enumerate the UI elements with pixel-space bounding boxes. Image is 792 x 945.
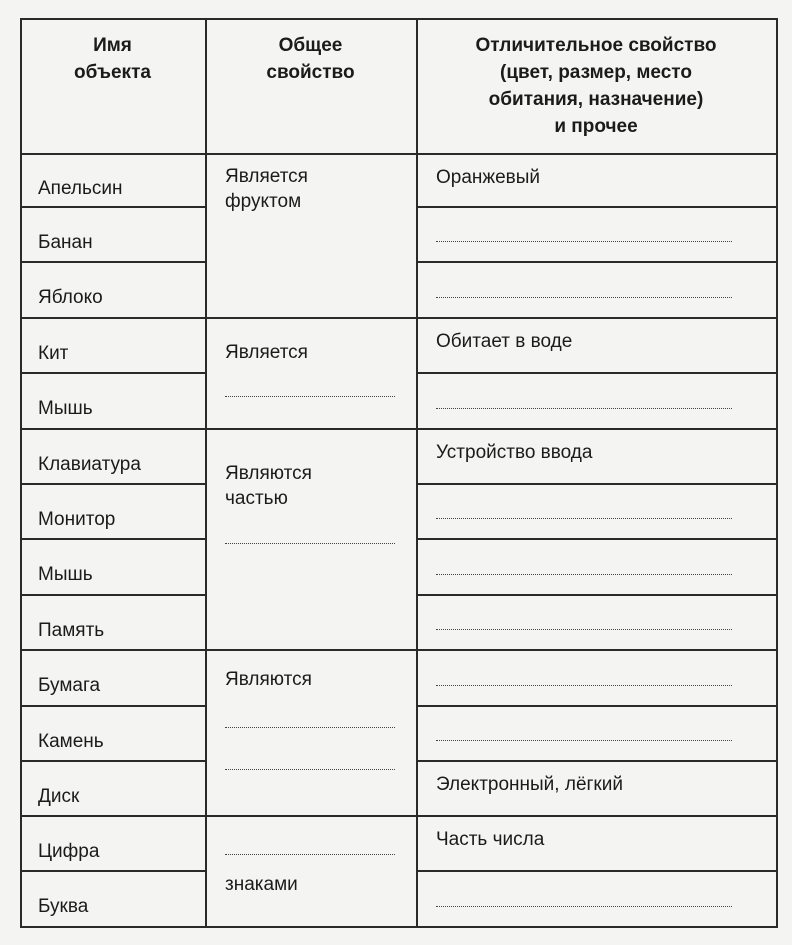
answer-line xyxy=(436,518,732,519)
row-divider xyxy=(20,372,207,374)
object-name-cell: Монитор xyxy=(38,508,116,530)
answer-line xyxy=(225,727,395,728)
object-name-cell: Память xyxy=(38,619,105,641)
object-name-cell: Диск xyxy=(38,785,80,807)
table-border-top xyxy=(20,18,778,20)
header-name: Имя объекта xyxy=(74,35,151,83)
group-fruit-label: Является фруктом xyxy=(225,166,308,212)
answer-line xyxy=(225,543,395,544)
group-animal-label: Является xyxy=(225,342,308,363)
row-divider xyxy=(416,760,778,762)
row-divider xyxy=(20,483,207,485)
answer-line xyxy=(436,906,732,907)
answer-line xyxy=(436,241,732,242)
answer-line xyxy=(436,297,732,298)
row-divider xyxy=(20,153,778,155)
object-name-cell: Буква xyxy=(38,896,89,917)
group-computer-label: Являются частью xyxy=(225,463,312,509)
row-divider xyxy=(20,760,207,762)
row-divider xyxy=(416,594,778,596)
answer-line xyxy=(225,769,395,770)
row-divider xyxy=(20,649,778,651)
answer-line xyxy=(225,854,395,855)
row-divider xyxy=(20,538,207,540)
distinct-property-cell: Электронный, лёгкий xyxy=(436,774,623,795)
object-name-cell: Апельсин xyxy=(38,177,123,199)
row-divider xyxy=(416,261,778,263)
distinct-property-cell: Обитает в воде xyxy=(436,331,573,352)
row-divider xyxy=(416,206,778,208)
distinct-property-cell: Оранжевый xyxy=(436,167,541,188)
row-divider xyxy=(20,594,207,596)
row-divider xyxy=(416,870,778,872)
row-divider xyxy=(20,206,207,208)
group-signs-label: знаками xyxy=(225,874,298,895)
row-divider xyxy=(20,705,207,707)
object-name-cell: Цифра xyxy=(38,840,100,862)
row-divider xyxy=(20,428,778,430)
object-name-cell: Мышь xyxy=(38,398,93,419)
answer-line xyxy=(436,408,732,409)
object-name-cell: Клавиатура xyxy=(38,453,141,475)
distinct-property-cell: Часть числа xyxy=(436,829,545,850)
object-name-cell: Бумага xyxy=(38,675,101,696)
row-divider xyxy=(416,705,778,707)
object-name-cell: Камень xyxy=(38,730,104,752)
table-border-bottom xyxy=(20,926,778,928)
row-divider xyxy=(416,538,778,540)
answer-line xyxy=(225,396,395,397)
object-name-cell: Яблоко xyxy=(38,287,103,308)
object-name-cell: Кит xyxy=(38,342,69,364)
row-divider xyxy=(20,317,778,319)
answer-line xyxy=(436,574,732,575)
row-divider xyxy=(20,815,778,817)
answer-line xyxy=(436,629,732,630)
row-divider xyxy=(416,483,778,485)
row-divider xyxy=(20,870,207,872)
properties-table xyxy=(20,18,778,928)
row-divider xyxy=(416,372,778,374)
header-common: Общее свойство xyxy=(266,35,355,83)
answer-line xyxy=(436,740,732,741)
header-distinct: Отличительное свойство (цвет, размер, место обитания, назначение) и прочее xyxy=(475,35,717,137)
object-name-cell: Банан xyxy=(38,231,93,253)
row-divider xyxy=(20,261,207,263)
answer-line xyxy=(436,685,732,686)
group-objects-label: Являются xyxy=(225,669,312,690)
distinct-property-cell: Устройство ввода xyxy=(436,442,593,463)
object-name-cell: Мышь xyxy=(38,564,93,585)
